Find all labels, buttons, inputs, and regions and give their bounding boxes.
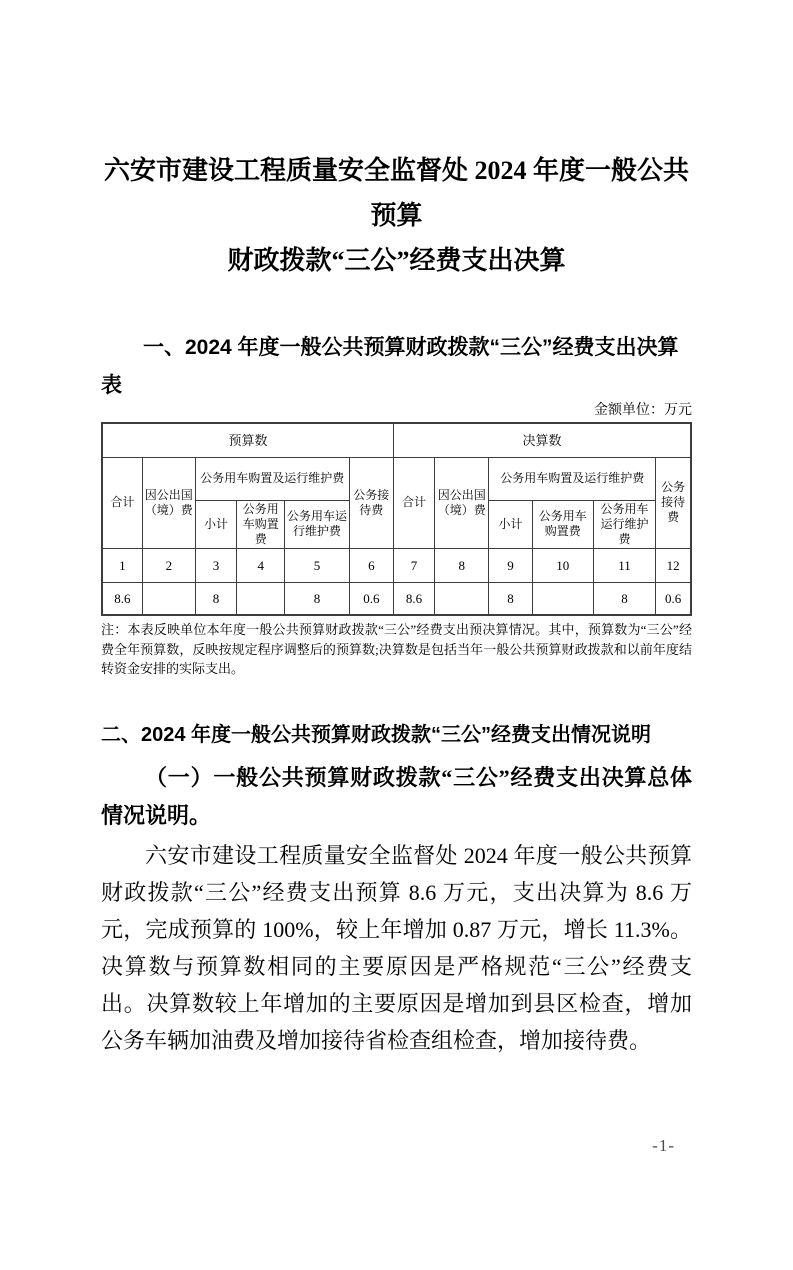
table-row (102, 423, 691, 457)
section-1-heading-line-2: 表 (101, 374, 122, 397)
value-cell: 0.6 (349, 582, 393, 615)
header-final-total: 合计 (393, 457, 434, 548)
table-note: 注：本表反映单位本年度一般公共预算财政拨款“三公”经费支出预决算情况。其中，预算数为“三公”经费全年预算数，反映按规定程序调整后的预算数;决算数是包括当年一般公共预算财政拨款和以前年度结转资金安排的实际支出。 (101, 622, 692, 676)
value-cell: 8 (195, 582, 236, 615)
value-cell: 8.6 (393, 582, 434, 615)
section-2-paragraph: 六安市建设工程质量安全监督处 2024 年度一般公共预算财政拨款“三公”经费支出预算 8.6 万元，支出决算为 8.6 万元，完成预算的 100%，较上年增加 0.87 万元，增长 11.3%。决算数与预算数相同的主要原因是严格规范“三公”经费支出。决算数较上年增加的主要原因是增加到县区检查，增加公务车辆加油费及增加接待省检查组检查，增加接待费。 (101, 842, 692, 1053)
header-final-vehicle-group: 公务用车购置及运行维护费 (489, 457, 656, 500)
col-index-cell: 6 (349, 548, 393, 582)
section-2-heading: 二、2024 年度一般公共预算财政拨款“三公”经费支出情况说明 (101, 723, 652, 746)
value-cell: 8 (489, 582, 532, 615)
value-cell (237, 582, 285, 615)
section-2-sub-1-heading: （一）一般公共预算财政拨款“三公”经费支出决算总体情况说明。 (101, 764, 692, 828)
col-index-cell: 12 (656, 548, 691, 582)
col-index-cell: 1 (102, 548, 142, 582)
section-1-heading (101, 329, 692, 405)
table-unit-label: 金额单位：万元 (594, 403, 692, 418)
header-budget-group: 预算数 (102, 423, 393, 457)
section-1-heading-line-1: 一、2024 年度一般公共预算财政拨款“三公”经费支出决算 (143, 336, 679, 359)
three-public-expense-table (101, 422, 692, 616)
document-title-line-2: 财政拨款“三公”经费支出决算 (227, 246, 566, 275)
value-cell: 8 (285, 582, 349, 615)
col-index-cell: 9 (489, 548, 532, 582)
value-cell: 0.6 (656, 582, 691, 615)
col-index-cell: 5 (285, 548, 349, 582)
header-final-purchase: 公务用车购置费 (532, 500, 593, 548)
header-final-reception: 公务接待费 (656, 457, 691, 548)
value-cell (532, 582, 593, 615)
header-budget-subtotal: 小计 (195, 500, 236, 548)
header-budget-vehicle-group: 公务用车购置及运行维护费 (195, 457, 349, 500)
value-cell: 8.6 (102, 582, 142, 615)
value-cell (142, 582, 195, 615)
col-index-cell: 3 (195, 548, 236, 582)
page-number: -1- (652, 1136, 675, 1155)
header-budget-reception: 公务接待费 (349, 457, 393, 548)
col-index-cell: 7 (393, 548, 434, 582)
header-final-subtotal: 小计 (489, 500, 532, 548)
col-index-cell: 2 (142, 548, 195, 582)
value-cell: 8 (593, 582, 655, 615)
table-row (102, 457, 691, 500)
value-cell (435, 582, 489, 615)
col-index-cell: 11 (593, 548, 655, 582)
header-budget-total: 合计 (102, 457, 142, 548)
header-final-group: 决算数 (393, 423, 691, 457)
header-final-abroad: 因公出国（境）费 (435, 457, 489, 548)
header-budget-maintenance: 公务用车运行维护费 (285, 500, 349, 548)
header-budget-abroad: 因公出国（境）费 (142, 457, 195, 548)
document-page (0, 148, 793, 1270)
col-index-cell: 10 (532, 548, 593, 582)
document-title (101, 148, 692, 283)
document-title-line-1: 六安市建设工程质量安全监督处 2024 年度一般公共预算 (103, 156, 689, 230)
header-budget-purchase: 公务用车购置费 (237, 500, 285, 548)
table-row-values (102, 582, 691, 615)
header-final-maintenance: 公务用车运行维护费 (593, 500, 655, 548)
table-row-column-index (102, 548, 691, 582)
col-index-cell: 8 (435, 548, 489, 582)
col-index-cell: 4 (237, 548, 285, 582)
